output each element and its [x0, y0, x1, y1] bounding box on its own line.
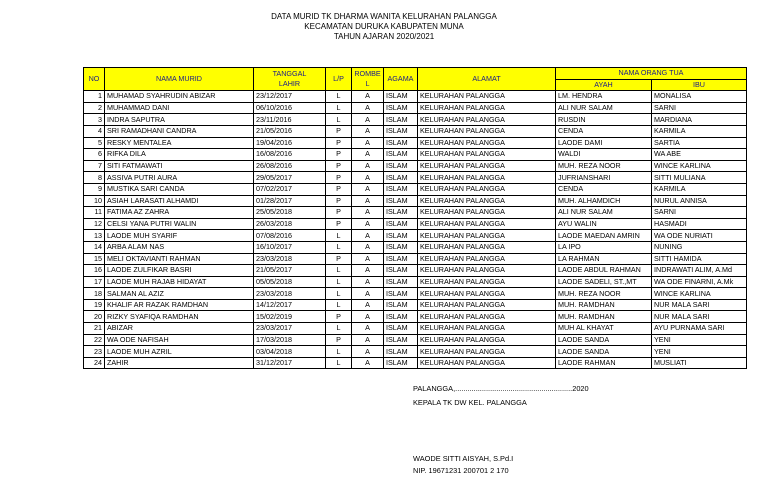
cell-ibu: AYU PURNAMA SARI — [652, 323, 747, 335]
cell-nama: RIFKA DILA — [105, 149, 254, 161]
cell-agama: ISLAM — [384, 183, 418, 195]
table-row — [84, 102, 747, 114]
cell-tanggal-lahir: 01/28/2017 — [254, 195, 326, 207]
cell-alamat: KELURAHAN PALANGGA — [418, 253, 556, 265]
cell-alamat: KELURAHAN PALANGGA — [418, 125, 556, 137]
signature-place-date: PALANGGA,.........................................................2020 — [413, 384, 589, 393]
cell-nama: FATIMA AZ ZAHRA — [105, 207, 254, 219]
cell-ibu: MONALISA — [652, 91, 747, 103]
cell-agama: ISLAM — [384, 137, 418, 149]
cell-tanggal-lahir: 26/08/2016 — [254, 160, 326, 172]
cell-alamat: KELURAHAN PALANGGA — [418, 102, 556, 114]
cell-nama: CELSI YANA PUTRI WALIN — [105, 218, 254, 230]
col-header-rombel-line1: ROMBE — [354, 69, 381, 79]
cell-agama: ISLAM — [384, 125, 418, 137]
cell-ayah: AYU WALIN — [556, 218, 652, 230]
cell-alamat: KELURAHAN PALANGGA — [418, 357, 556, 369]
table-header-row — [84, 68, 747, 80]
cell-ayah: MUH AL KHAYAT — [556, 323, 652, 335]
cell-lp: P — [326, 334, 352, 346]
cell-tanggal-lahir: 14/12/2017 — [254, 299, 326, 311]
table-row — [84, 346, 747, 358]
cell-nama: ASSIVA PUTRI AURA — [105, 172, 254, 184]
col-header-ayah: AYAH — [556, 79, 652, 91]
cell-agama: ISLAM — [384, 195, 418, 207]
table-row — [84, 125, 747, 137]
cell-lp: P — [326, 125, 352, 137]
cell-ayah: LAODE SANDA — [556, 346, 652, 358]
cell-lp: L — [326, 241, 352, 253]
cell-alamat: KELURAHAN PALANGGA — [418, 137, 556, 149]
cell-alamat: KELURAHAN PALANGGA — [418, 299, 556, 311]
cell-lp: L — [326, 288, 352, 300]
col-header-alamat: ALAMAT — [418, 68, 556, 91]
cell-ayah: ALI NUR SALAM — [556, 207, 652, 219]
cell-ibu: YENI — [652, 346, 747, 358]
cell-ibu: NUNING — [652, 241, 747, 253]
document-subtitle-year: TAHUN AJARAN 2020/2021 — [333, 32, 435, 41]
cell-rombel: A — [352, 334, 384, 346]
cell-agama: ISLAM — [384, 276, 418, 288]
cell-lp: P — [326, 137, 352, 149]
row-number: 22 — [84, 334, 105, 346]
cell-nama: MUHAMMAD DANI — [105, 102, 254, 114]
cell-tanggal-lahir: 16/08/2016 — [254, 149, 326, 161]
cell-ibu: KARMILA — [652, 125, 747, 137]
table-row — [84, 160, 747, 172]
row-number: 19 — [84, 299, 105, 311]
cell-rombel: A — [352, 91, 384, 103]
col-header-nama-orang-tua: NAMA ORANG TUA — [556, 68, 747, 80]
cell-agama: ISLAM — [384, 299, 418, 311]
cell-agama: ISLAM — [384, 114, 418, 126]
signature-name: WAODE SITTI AISYAH, S.Pd.I — [413, 454, 514, 463]
cell-rombel: A — [352, 149, 384, 161]
cell-rombel: A — [352, 183, 384, 195]
cell-lp: L — [326, 299, 352, 311]
table-row — [84, 195, 747, 207]
cell-alamat: KELURAHAN PALANGGA — [418, 241, 556, 253]
cell-tanggal-lahir: 29/05/2017 — [254, 172, 326, 184]
cell-rombel: A — [352, 241, 384, 253]
row-number: 2 — [84, 102, 105, 114]
cell-alamat: KELURAHAN PALANGGA — [418, 149, 556, 161]
cell-ibu: HASMADI — [652, 218, 747, 230]
cell-ayah: LA IPO — [556, 241, 652, 253]
cell-ibu: WA ODE NURIATI — [652, 230, 747, 242]
col-header-rombel — [352, 68, 384, 91]
row-number: 17 — [84, 276, 105, 288]
row-number: 21 — [84, 323, 105, 335]
cell-lp: P — [326, 311, 352, 323]
table-row — [84, 288, 747, 300]
row-number: 18 — [84, 288, 105, 300]
cell-tanggal-lahir: 17/03/2018 — [254, 334, 326, 346]
cell-tanggal-lahir: 21/05/2017 — [254, 265, 326, 277]
cell-rombel: A — [352, 253, 384, 265]
row-number: 8 — [84, 172, 105, 184]
student-table — [83, 67, 747, 369]
cell-ayah: LM. HENDRA — [556, 91, 652, 103]
document-subtitle-district: KECAMATAN DURUKA KABUPATEN MUNA — [304, 22, 464, 31]
cell-nama: LAODE MUH AZRIL — [105, 346, 254, 358]
cell-ibu: INDRAWATI ALIM, A.Md — [652, 265, 747, 277]
cell-ibu: NUR MALA SARI — [652, 311, 747, 323]
cell-tanggal-lahir: 19/04/2016 — [254, 137, 326, 149]
cell-ibu: WINCE KARLINA — [652, 288, 747, 300]
row-number: 11 — [84, 207, 105, 219]
table-row — [84, 114, 747, 126]
cell-lp: P — [326, 253, 352, 265]
cell-tanggal-lahir: 21/05/2016 — [254, 125, 326, 137]
cell-alamat: KELURAHAN PALANGGA — [418, 276, 556, 288]
cell-nama: MUSTIKA SARI CANDA — [105, 183, 254, 195]
col-header-ibu: IBU — [652, 79, 747, 91]
cell-nama: SRI RAMADHANI CANDRA — [105, 125, 254, 137]
cell-ayah: LAODE SADELI, ST.,MT — [556, 276, 652, 288]
cell-lp: P — [326, 183, 352, 195]
table-row — [84, 172, 747, 184]
cell-alamat: KELURAHAN PALANGGA — [418, 183, 556, 195]
row-number: 4 — [84, 125, 105, 137]
cell-ayah: LA RAHMAN — [556, 253, 652, 265]
cell-rombel: A — [352, 346, 384, 358]
col-header-no: NO — [84, 68, 105, 91]
cell-agama: ISLAM — [384, 91, 418, 103]
cell-tanggal-lahir: 25/05/2018 — [254, 207, 326, 219]
cell-tanggal-lahir: 07/02/2017 — [254, 183, 326, 195]
cell-rombel: A — [352, 288, 384, 300]
cell-ayah: ALI NUR SALAM — [556, 102, 652, 114]
row-number: 3 — [84, 114, 105, 126]
cell-agama: ISLAM — [384, 253, 418, 265]
table-row — [84, 265, 747, 277]
table-row — [84, 230, 747, 242]
cell-ayah: RUSDIN — [556, 114, 652, 126]
row-number: 7 — [84, 160, 105, 172]
table-row — [84, 137, 747, 149]
cell-lp: L — [326, 114, 352, 126]
cell-rombel: A — [352, 114, 384, 126]
cell-nama: LAODE ZULFIKAR BASRI — [105, 265, 254, 277]
cell-ibu: SITTI HAMIDA — [652, 253, 747, 265]
cell-lp: L — [326, 230, 352, 242]
cell-agama: ISLAM — [384, 288, 418, 300]
cell-nama: RESKY MENTALEA — [105, 137, 254, 149]
cell-alamat: KELURAHAN PALANGGA — [418, 207, 556, 219]
cell-ibu: NUR MALA SARI — [652, 299, 747, 311]
document-title: DATA MURID TK DHARMA WANITA KELURAHAN PALANGGA — [271, 12, 497, 21]
cell-agama: ISLAM — [384, 334, 418, 346]
cell-rombel: A — [352, 207, 384, 219]
cell-ayah: LAODE ABDUL RAHMAN — [556, 265, 652, 277]
cell-rombel: A — [352, 357, 384, 369]
cell-rombel: A — [352, 102, 384, 114]
signature-nip: NIP. 19671231 200701 2 170 — [413, 466, 509, 475]
cell-lp: L — [326, 323, 352, 335]
table-row — [84, 334, 747, 346]
cell-tanggal-lahir: 23/03/2018 — [254, 288, 326, 300]
cell-rombel: A — [352, 311, 384, 323]
cell-rombel: A — [352, 323, 384, 335]
cell-ayah: WALDI — [556, 149, 652, 161]
cell-tanggal-lahir: 23/03/2018 — [254, 253, 326, 265]
cell-lp: L — [326, 346, 352, 358]
row-number: 10 — [84, 195, 105, 207]
cell-rombel: A — [352, 299, 384, 311]
cell-alamat: KELURAHAN PALANGGA — [418, 195, 556, 207]
cell-tanggal-lahir: 23/12/2017 — [254, 91, 326, 103]
table-row — [84, 276, 747, 288]
col-header-lp: L/P — [326, 68, 352, 91]
cell-tanggal-lahir: 05/05/2018 — [254, 276, 326, 288]
cell-alamat: KELURAHAN PALANGGA — [418, 311, 556, 323]
cell-lp: L — [326, 91, 352, 103]
cell-ibu: WA ABE — [652, 149, 747, 161]
cell-rombel: A — [352, 160, 384, 172]
cell-ayah: LAODE RAHMAN — [556, 357, 652, 369]
cell-alamat: KELURAHAN PALANGGA — [418, 288, 556, 300]
table-row — [84, 91, 747, 103]
cell-agama: ISLAM — [384, 149, 418, 161]
row-number: 15 — [84, 253, 105, 265]
cell-agama: ISLAM — [384, 265, 418, 277]
cell-tanggal-lahir: 23/03/2017 — [254, 323, 326, 335]
col-header-rombel-line2: L — [365, 79, 370, 89]
cell-nama: INDRA SAPUTRA — [105, 114, 254, 126]
cell-lp: L — [326, 357, 352, 369]
cell-ibu: SARTIA — [652, 137, 747, 149]
cell-rombel: A — [352, 172, 384, 184]
row-number: 23 — [84, 346, 105, 358]
col-header-nama: NAMA MURID — [105, 68, 254, 91]
cell-lp: L — [326, 102, 352, 114]
cell-lp: L — [326, 276, 352, 288]
table-row — [84, 311, 747, 323]
cell-tanggal-lahir: 07/08/2016 — [254, 230, 326, 242]
cell-ibu: YENI — [652, 334, 747, 346]
cell-rombel: A — [352, 230, 384, 242]
cell-lp: P — [326, 149, 352, 161]
cell-tanggal-lahir: 31/12/2017 — [254, 357, 326, 369]
cell-ibu: MUSLIATI — [652, 357, 747, 369]
row-number: 6 — [84, 149, 105, 161]
cell-nama: KHALIF AR RAZAK RAMDHAN — [105, 299, 254, 311]
cell-ayah: JUFRIANSHARI — [556, 172, 652, 184]
table-row — [84, 253, 747, 265]
cell-agama: ISLAM — [384, 346, 418, 358]
cell-alamat: KELURAHAN PALANGGA — [418, 230, 556, 242]
col-header-tanggal: TANGGAL — [272, 69, 307, 79]
table-row — [84, 241, 747, 253]
cell-ibu: SARNI — [652, 207, 747, 219]
cell-rombel: A — [352, 218, 384, 230]
cell-agama: ISLAM — [384, 218, 418, 230]
cell-agama: ISLAM — [384, 102, 418, 114]
cell-alamat: KELURAHAN PALANGGA — [418, 346, 556, 358]
table-row — [84, 218, 747, 230]
cell-alamat: KELURAHAN PALANGGA — [418, 160, 556, 172]
row-number: 9 — [84, 183, 105, 195]
cell-rombel: A — [352, 276, 384, 288]
cell-ibu: NURUL ANNISA — [652, 195, 747, 207]
cell-nama: WA ODE NAFISAH — [105, 334, 254, 346]
cell-agama: ISLAM — [384, 323, 418, 335]
row-number: 12 — [84, 218, 105, 230]
cell-nama: LAODE MUH SYARIF — [105, 230, 254, 242]
cell-agama: ISLAM — [384, 241, 418, 253]
row-number: 24 — [84, 357, 105, 369]
cell-alamat: KELURAHAN PALANGGA — [418, 334, 556, 346]
cell-alamat: KELURAHAN PALANGGA — [418, 91, 556, 103]
col-header-lahir: LAHIR — [278, 79, 301, 89]
cell-ayah: LAODE MAEDAN AMRIN — [556, 230, 652, 242]
table-row — [84, 183, 747, 195]
table-row — [84, 357, 747, 369]
cell-nama: ZAHIR — [105, 357, 254, 369]
cell-rombel: A — [352, 125, 384, 137]
cell-tanggal-lahir: 16/10/2017 — [254, 241, 326, 253]
cell-rombel: A — [352, 137, 384, 149]
cell-lp: P — [326, 195, 352, 207]
cell-nama: SITI FATMAWATI — [105, 160, 254, 172]
col-header-tanggal-lahir — [254, 68, 326, 91]
cell-agama: ISLAM — [384, 230, 418, 242]
cell-ayah: CENDA — [556, 183, 652, 195]
cell-lp: L — [326, 265, 352, 277]
cell-nama: ABIZAR — [105, 323, 254, 335]
table-row — [84, 207, 747, 219]
cell-ayah: MUH. REZA NOOR — [556, 288, 652, 300]
cell-rombel: A — [352, 195, 384, 207]
cell-ibu: WA ODE FINARNI, A.Mk — [652, 276, 747, 288]
cell-ayah: LAODE DAMI — [556, 137, 652, 149]
row-number: 5 — [84, 137, 105, 149]
cell-tanggal-lahir: 23/11/2016 — [254, 114, 326, 126]
cell-ibu: WINCE KARLINA — [652, 160, 747, 172]
cell-ibu: MARDIANA — [652, 114, 747, 126]
cell-nama: ASIAH LARASATI ALHAMDI — [105, 195, 254, 207]
cell-ayah: MUH. REZA NOOR — [556, 160, 652, 172]
cell-alamat: KELURAHAN PALANGGA — [418, 218, 556, 230]
cell-ayah: LAODE SANDA — [556, 334, 652, 346]
cell-alamat: KELURAHAN PALANGGA — [418, 265, 556, 277]
cell-tanggal-lahir: 15/02/2019 — [254, 311, 326, 323]
cell-nama: MUHAMAD SYAHRUDIN ABIZAR — [105, 91, 254, 103]
cell-ayah: MUH. RAMDHAN — [556, 311, 652, 323]
cell-lp: P — [326, 160, 352, 172]
cell-lp: P — [326, 207, 352, 219]
cell-tanggal-lahir: 26/03/2018 — [254, 218, 326, 230]
cell-alamat: KELURAHAN PALANGGA — [418, 323, 556, 335]
cell-agama: ISLAM — [384, 172, 418, 184]
cell-nama: ARBA ALAM NAS — [105, 241, 254, 253]
cell-lp: P — [326, 218, 352, 230]
cell-ibu: SITTI MULIANA — [652, 172, 747, 184]
cell-agama: ISLAM — [384, 160, 418, 172]
cell-tanggal-lahir: 03/04/2018 — [254, 346, 326, 358]
cell-ibu: KARMILA — [652, 183, 747, 195]
cell-agama: ISLAM — [384, 311, 418, 323]
cell-ayah: MUH. ALHAMDICH — [556, 195, 652, 207]
table-row — [84, 323, 747, 335]
cell-agama: ISLAM — [384, 357, 418, 369]
table-row — [84, 149, 747, 161]
cell-nama: RIZKY SYAFIQA RAMDHAN — [105, 311, 254, 323]
cell-alamat: KELURAHAN PALANGGA — [418, 172, 556, 184]
cell-ayah: CENDA — [556, 125, 652, 137]
cell-rombel: A — [352, 265, 384, 277]
cell-nama: SALMAN AL AZIZ — [105, 288, 254, 300]
row-number: 20 — [84, 311, 105, 323]
row-number: 16 — [84, 265, 105, 277]
cell-lp: P — [326, 172, 352, 184]
col-header-agama: AGAMA — [384, 68, 418, 91]
cell-ayah: MUH. RAMDHAN — [556, 299, 652, 311]
cell-nama: MELI OKTAVIANTI RAHMAN — [105, 253, 254, 265]
row-number: 14 — [84, 241, 105, 253]
cell-alamat: KELURAHAN PALANGGA — [418, 114, 556, 126]
cell-agama: ISLAM — [384, 207, 418, 219]
table-row — [84, 299, 747, 311]
cell-nama: LAODE MUH RAJAB HIDAYAT — [105, 276, 254, 288]
signature-position: KEPALA TK DW KEL. PALANGGA — [413, 398, 527, 407]
cell-tanggal-lahir: 06/10/2016 — [254, 102, 326, 114]
row-number: 13 — [84, 230, 105, 242]
row-number: 1 — [84, 91, 105, 103]
cell-ibu: SARNI — [652, 102, 747, 114]
